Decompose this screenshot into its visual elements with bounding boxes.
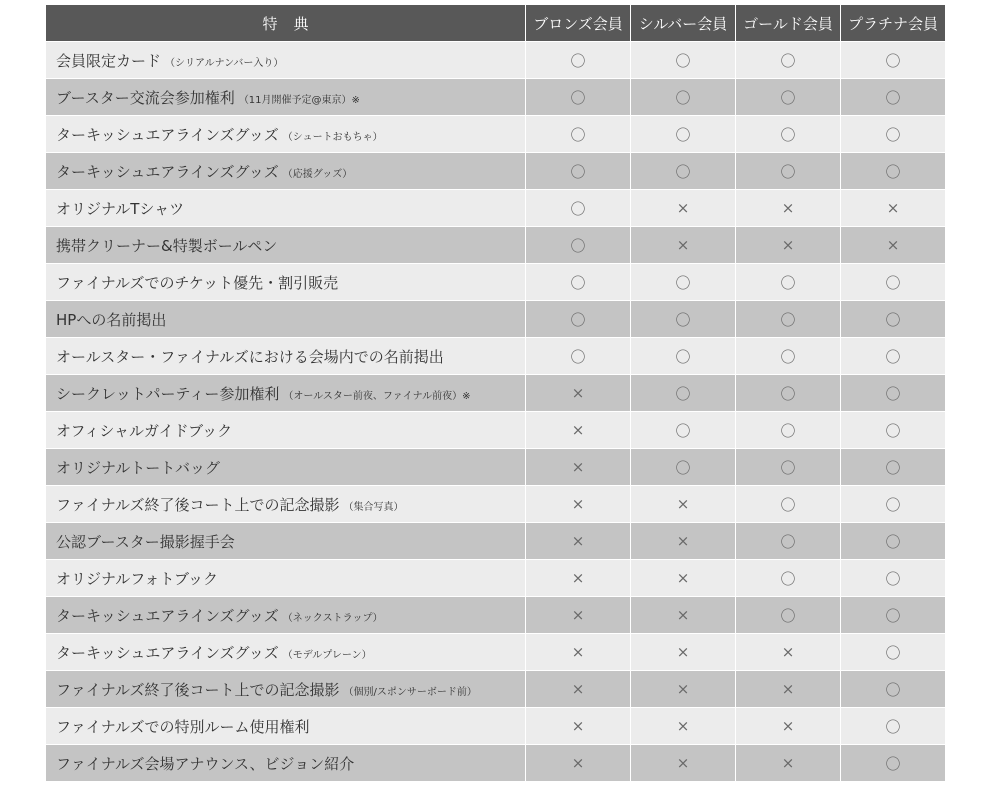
table-row bbox=[46, 708, 946, 745]
benefit-note: （シリアルナンバー入り） bbox=[165, 57, 284, 69]
mark-bronze: 〇 bbox=[526, 42, 631, 79]
benefit-cell bbox=[46, 301, 526, 338]
mark-gold: 〇 bbox=[736, 412, 841, 449]
benefit-name: ターキッシュエアラインズグッズ bbox=[56, 162, 279, 181]
benefit-note: （個別/スポンサーボード前） bbox=[343, 686, 477, 698]
mark-bronze: × bbox=[526, 486, 631, 523]
benefit-name: ターキッシュエアラインズグッズ bbox=[56, 125, 279, 144]
table-row bbox=[46, 264, 946, 301]
header-benefit: 特典 bbox=[46, 5, 526, 42]
benefit-name: ファイナルズ会場アナウンス、ビジョン紹介 bbox=[56, 754, 355, 773]
mark-bronze: 〇 bbox=[526, 338, 631, 375]
benefit-note: （オールスター前夜、ファイナル前夜）※ bbox=[283, 390, 471, 402]
mark-bronze: 〇 bbox=[526, 116, 631, 153]
mark-platinum: 〇 bbox=[841, 671, 946, 708]
mark-silver: × bbox=[631, 486, 736, 523]
mark-silver: × bbox=[631, 523, 736, 560]
mark-silver: 〇 bbox=[631, 153, 736, 190]
mark-gold: × bbox=[736, 227, 841, 264]
benefit-name: ファイナルズでの特別ルーム使用権利 bbox=[56, 717, 310, 736]
mark-gold: 〇 bbox=[736, 486, 841, 523]
mark-bronze: 〇 bbox=[526, 301, 631, 338]
mark-gold: 〇 bbox=[736, 42, 841, 79]
mark-platinum: × bbox=[841, 227, 946, 264]
table-row bbox=[46, 338, 946, 375]
mark-silver: 〇 bbox=[631, 375, 736, 412]
mark-gold: 〇 bbox=[736, 116, 841, 153]
benefit-cell bbox=[46, 412, 526, 449]
mark-silver: × bbox=[631, 708, 736, 745]
benefit-cell bbox=[46, 375, 526, 412]
mark-silver: 〇 bbox=[631, 301, 736, 338]
mark-gold: 〇 bbox=[736, 375, 841, 412]
benefit-name: 公認ブースター撮影握手会 bbox=[56, 532, 235, 551]
mark-bronze: × bbox=[526, 671, 631, 708]
table-row bbox=[46, 190, 946, 227]
mark-platinum: × bbox=[841, 190, 946, 227]
mark-silver: × bbox=[631, 634, 736, 671]
benefit-name: ブースター交流会参加権利 bbox=[56, 88, 235, 107]
mark-silver: × bbox=[631, 745, 736, 782]
mark-platinum: 〇 bbox=[841, 486, 946, 523]
mark-silver: × bbox=[631, 671, 736, 708]
mark-silver: 〇 bbox=[631, 79, 736, 116]
mark-platinum: 〇 bbox=[841, 301, 946, 338]
mark-platinum: 〇 bbox=[841, 449, 946, 486]
mark-platinum: 〇 bbox=[841, 523, 946, 560]
mark-bronze: 〇 bbox=[526, 79, 631, 116]
table-body bbox=[46, 42, 946, 782]
table-row bbox=[46, 375, 946, 412]
table-row bbox=[46, 79, 946, 116]
mark-silver: × bbox=[631, 190, 736, 227]
mark-gold: 〇 bbox=[736, 338, 841, 375]
benefit-cell bbox=[46, 79, 526, 116]
benefit-cell bbox=[46, 42, 526, 79]
benefit-name: オフィシャルガイドブック bbox=[56, 421, 233, 440]
mark-silver: 〇 bbox=[631, 116, 736, 153]
mark-gold: 〇 bbox=[736, 153, 841, 190]
mark-bronze: × bbox=[526, 634, 631, 671]
mark-bronze: 〇 bbox=[526, 153, 631, 190]
mark-platinum: 〇 bbox=[841, 264, 946, 301]
mark-gold: 〇 bbox=[736, 449, 841, 486]
mark-gold: × bbox=[736, 708, 841, 745]
mark-gold: × bbox=[736, 671, 841, 708]
benefits-table-container bbox=[45, 4, 945, 782]
benefit-cell bbox=[46, 116, 526, 153]
benefit-name: オリジナルTシャツ bbox=[56, 199, 185, 218]
header-tier-platinum: プラチナ会員 bbox=[841, 5, 946, 42]
table-header bbox=[46, 5, 946, 42]
benefit-cell bbox=[46, 264, 526, 301]
benefit-cell bbox=[46, 745, 526, 782]
mark-bronze: × bbox=[526, 745, 631, 782]
table-row bbox=[46, 745, 946, 782]
benefit-note: （応援グッズ） bbox=[282, 168, 353, 180]
header-tier-gold: ゴールド会員 bbox=[736, 5, 841, 42]
table-row bbox=[46, 634, 946, 671]
table-row bbox=[46, 560, 946, 597]
mark-bronze: 〇 bbox=[526, 227, 631, 264]
table-row bbox=[46, 671, 946, 708]
mark-gold: 〇 bbox=[736, 301, 841, 338]
mark-gold: 〇 bbox=[736, 264, 841, 301]
table-row bbox=[46, 597, 946, 634]
benefit-name: ファイナルズ終了後コート上での記念撮影 bbox=[56, 680, 340, 699]
mark-bronze: × bbox=[526, 708, 631, 745]
mark-gold: 〇 bbox=[736, 560, 841, 597]
mark-platinum: 〇 bbox=[841, 375, 946, 412]
mark-platinum: 〇 bbox=[841, 412, 946, 449]
mark-silver: 〇 bbox=[631, 338, 736, 375]
mark-platinum: 〇 bbox=[841, 745, 946, 782]
benefit-cell bbox=[46, 671, 526, 708]
table-row bbox=[46, 301, 946, 338]
membership-benefits-table bbox=[45, 4, 946, 782]
benefit-cell bbox=[46, 523, 526, 560]
table-row bbox=[46, 412, 946, 449]
mark-bronze: × bbox=[526, 597, 631, 634]
table-row bbox=[46, 523, 946, 560]
benefit-name: ファイナルズ終了後コート上での記念撮影 bbox=[56, 495, 340, 514]
benefit-note: （11月開催予定@東京）※ bbox=[238, 94, 360, 106]
mark-platinum: 〇 bbox=[841, 116, 946, 153]
benefit-name: ターキッシュエアラインズグッズ bbox=[56, 606, 279, 625]
benefit-name: オリジナルフォトブック bbox=[56, 569, 219, 588]
mark-platinum: 〇 bbox=[841, 79, 946, 116]
benefit-cell bbox=[46, 338, 526, 375]
mark-bronze: × bbox=[526, 523, 631, 560]
mark-gold: 〇 bbox=[736, 597, 841, 634]
table-row bbox=[46, 227, 946, 264]
benefit-cell bbox=[46, 449, 526, 486]
benefit-note: （シュートおもちゃ） bbox=[282, 131, 383, 143]
benefit-name: オールスター・ファイナルズにおける会場内での名前掲出 bbox=[56, 347, 444, 366]
benefit-note: （集合写真） bbox=[343, 501, 404, 513]
benefit-name: ターキッシュエアラインズグッズ bbox=[56, 643, 279, 662]
mark-gold: × bbox=[736, 634, 841, 671]
mark-bronze: × bbox=[526, 412, 631, 449]
mark-bronze: 〇 bbox=[526, 264, 631, 301]
benefit-cell bbox=[46, 190, 526, 227]
benefit-note: （ネックストラップ） bbox=[282, 612, 383, 624]
table-row bbox=[46, 486, 946, 523]
benefit-cell bbox=[46, 560, 526, 597]
benefit-cell bbox=[46, 227, 526, 264]
header-tier-bronze: ブロンズ会員 bbox=[526, 5, 631, 42]
mark-bronze: × bbox=[526, 375, 631, 412]
benefit-name: シークレットパーティー参加権利 bbox=[56, 384, 280, 403]
mark-bronze: × bbox=[526, 449, 631, 486]
mark-platinum: 〇 bbox=[841, 560, 946, 597]
mark-gold: 〇 bbox=[736, 523, 841, 560]
benefit-name: HPへの名前掲出 bbox=[56, 310, 167, 329]
table-row bbox=[46, 449, 946, 486]
table-row bbox=[46, 153, 946, 190]
mark-platinum: 〇 bbox=[841, 708, 946, 745]
mark-silver: × bbox=[631, 560, 736, 597]
benefit-name: 会員限定カード bbox=[56, 51, 162, 70]
benefit-name: 携帯クリーナー&特製ボールペン bbox=[56, 236, 278, 255]
benefit-note: （モデルプレーン） bbox=[282, 649, 372, 661]
benefit-name: オリジナルトートバッグ bbox=[56, 458, 220, 477]
table-row bbox=[46, 116, 946, 153]
header-tier-silver: シルバー会員 bbox=[631, 5, 736, 42]
benefit-cell bbox=[46, 597, 526, 634]
benefit-cell bbox=[46, 486, 526, 523]
benefit-cell bbox=[46, 153, 526, 190]
mark-silver: × bbox=[631, 227, 736, 264]
mark-silver: × bbox=[631, 597, 736, 634]
mark-silver: 〇 bbox=[631, 449, 736, 486]
mark-silver: 〇 bbox=[631, 264, 736, 301]
header-row bbox=[46, 5, 946, 42]
mark-bronze: × bbox=[526, 560, 631, 597]
benefit-cell bbox=[46, 708, 526, 745]
benefit-cell bbox=[46, 634, 526, 671]
mark-platinum: 〇 bbox=[841, 338, 946, 375]
mark-platinum: 〇 bbox=[841, 42, 946, 79]
benefit-name: ファイナルズでのチケット優先・割引販売 bbox=[56, 273, 339, 292]
mark-silver: 〇 bbox=[631, 42, 736, 79]
mark-silver: 〇 bbox=[631, 412, 736, 449]
mark-gold: × bbox=[736, 745, 841, 782]
mark-platinum: 〇 bbox=[841, 634, 946, 671]
table-row bbox=[46, 42, 946, 79]
mark-gold: 〇 bbox=[736, 79, 841, 116]
mark-gold: × bbox=[736, 190, 841, 227]
mark-platinum: 〇 bbox=[841, 597, 946, 634]
mark-bronze: 〇 bbox=[526, 190, 631, 227]
mark-platinum: 〇 bbox=[841, 153, 946, 190]
